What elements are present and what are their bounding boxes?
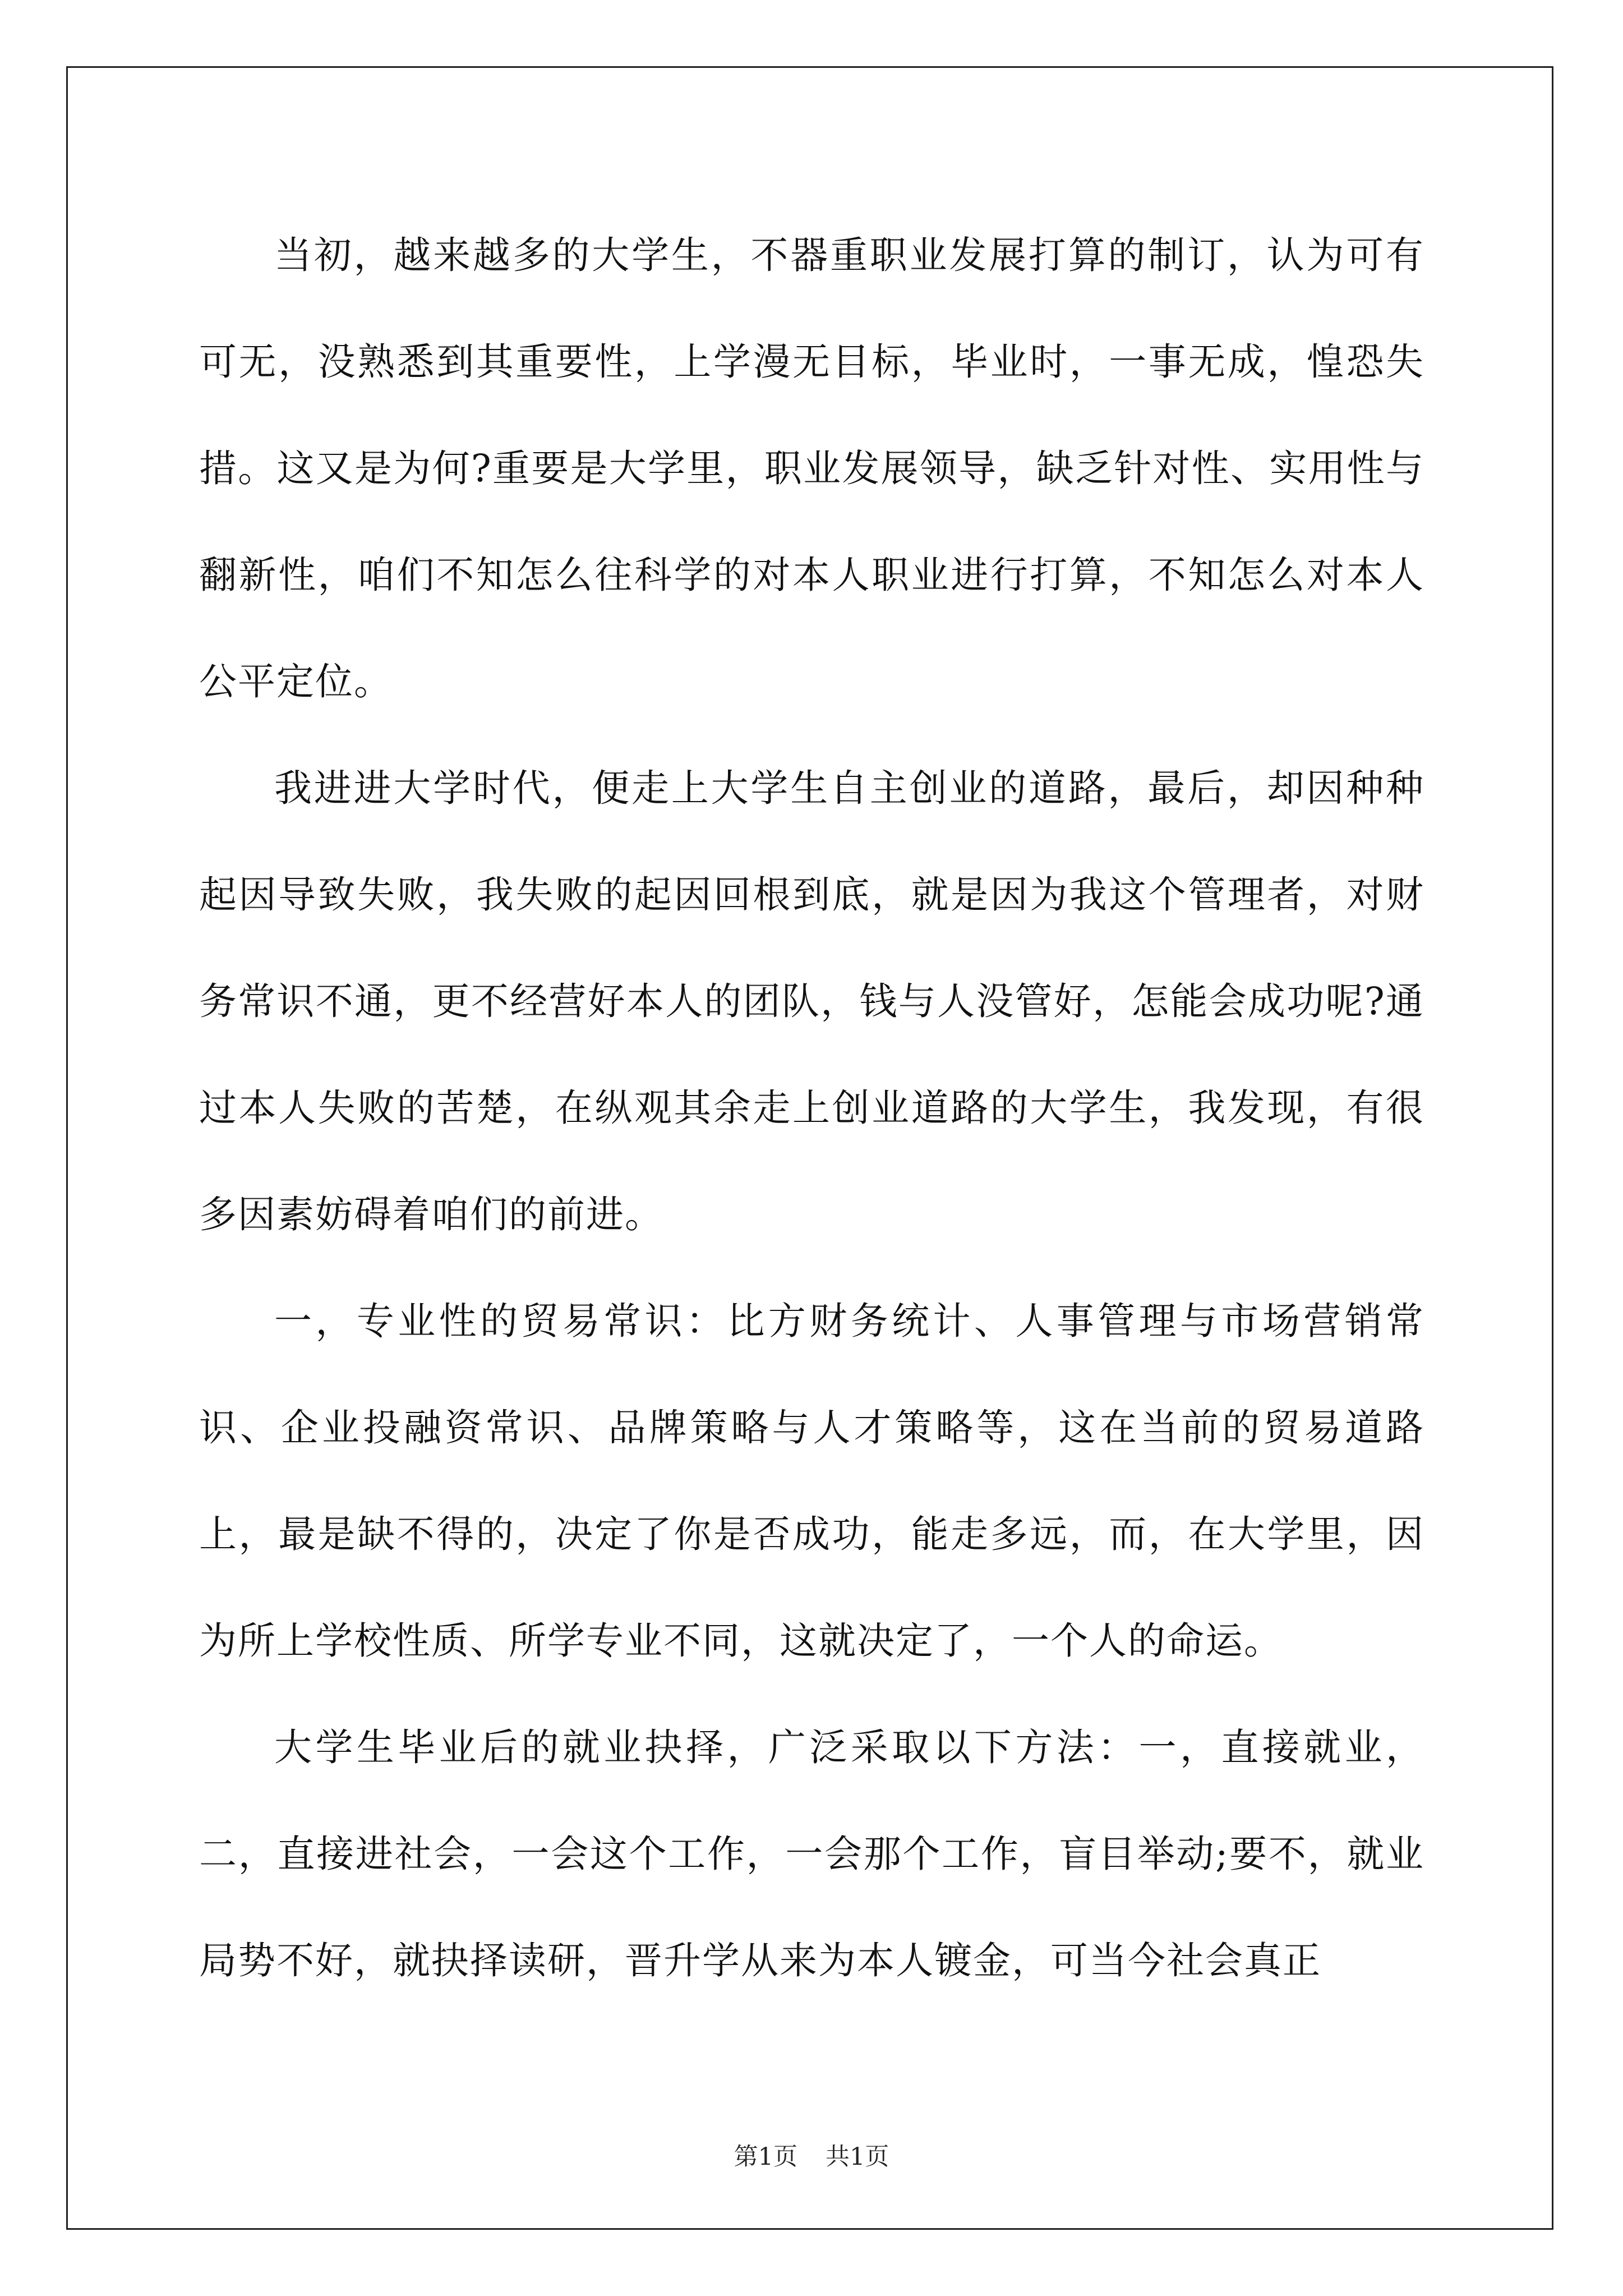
document-body [199,202,1424,2014]
paragraph-1: 当初，越来越多的大学生，不器重职业发展打算的制订，认为可有可无，没熟悉到其重要性，上学漫无目标，毕业时，一事无成，惶恐失措。这又是为何?重要是大学里，职业发展领导，缺乏针对性、实用性与翻新性，咱们不知怎么往科学的对本人职业进行打算，不知怎么对本人公平定位。 [199,233,1424,703]
page-total: 共1页 [826,2143,889,2171]
paragraph-3: 一，专业性的贸易常识：比方财务统计、人事管理与市场营销常识、企业投融资常识、品牌策略与人才策略等，这在当前的贸易道路上，最是缺不得的，决定了你是否成功，能走多远，而，在大学里，因为所上学校性质、所学专业不同，这就决定了，一个人的命运。 [199,1299,1424,1663]
paragraph-2: 我进进大学时代，便走上大学生自主创业的道路，最后，却因种种起因导致失败，我失败的起因回根到底，就是因为我这个管理者，对财务常识不通，更不经营好本人的团队，钱与人没管好，怎能会成功呢?通过本人失败的苦楚，在纵观其余走上创业道路的大学生，我发现，有很多因素妨碍着咱们的前进。 [199,766,1424,1236]
paragraph-4: 大学生毕业后的就业抉择，广泛采取以下方法：一，直接就业，二，直接进社会，一会这个工作，一会那个工作，盲目举动;要不，就业局势不好，就抉择读研，晋升学从来为本人镀金，可当今社会真正 [199,1726,1424,1982]
page-number: 第1页 [734,2143,797,2171]
page-footer [0,2140,1623,2174]
